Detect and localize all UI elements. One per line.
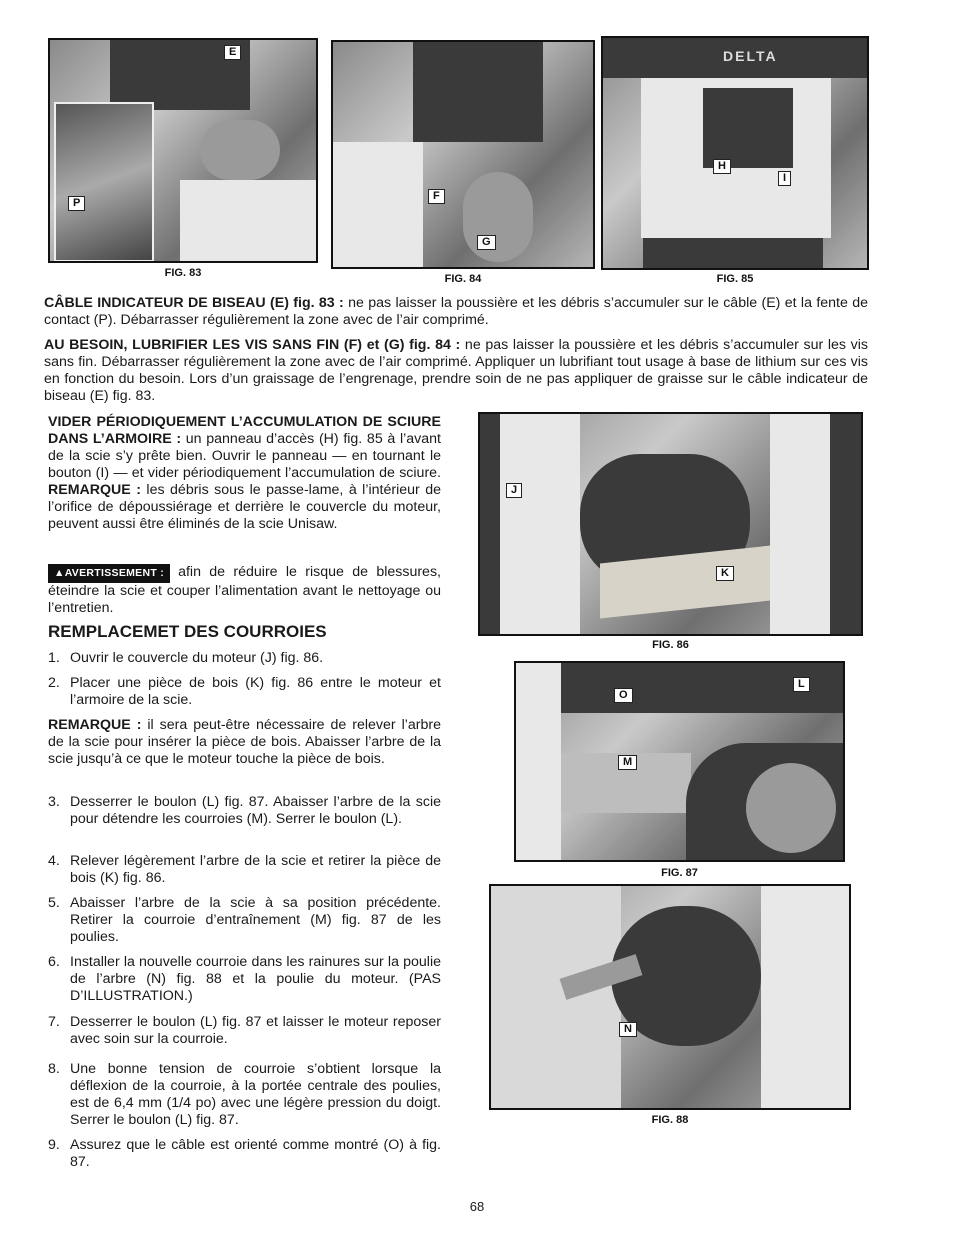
fig86-photo bbox=[478, 412, 863, 636]
step-7 bbox=[48, 1014, 441, 1048]
step-1 bbox=[48, 650, 441, 667]
step-text: Placer une pièce de bois (K) fig. 86 entre le moteur et l’armoire de la scie. bbox=[70, 675, 441, 708]
fig88-photo bbox=[489, 884, 851, 1110]
step-3 bbox=[48, 794, 441, 828]
delta-logo: DELTA bbox=[723, 48, 778, 64]
step-number: 6. bbox=[48, 954, 60, 970]
step-number: 1. bbox=[48, 650, 60, 666]
label-M: M bbox=[618, 755, 637, 770]
step-number: 2. bbox=[48, 675, 60, 691]
cabinet-text-2: les débris sous le passe-lame, à l’intérieur de l’orifice de dépoussiérage et derrière le couvercle du moteur, peuvent aussi être éliminés de la scie Unisaw. bbox=[48, 482, 441, 532]
fig84-caption: FIG. 84 bbox=[444, 273, 482, 285]
worm-gear-title: AU BESOIN, LUBRIFIER LES VIS SANS FIN (F) et (G) fig. 84 : bbox=[44, 337, 461, 353]
label-E: E bbox=[224, 45, 241, 60]
step-2 bbox=[48, 675, 441, 709]
fig87-caption: FIG. 87 bbox=[661, 867, 698, 879]
warning-badge: ▲AVERTISSEMENT : bbox=[48, 564, 170, 583]
step-text: Ouvrir le couvercle du moteur (J) fig. 86. bbox=[70, 650, 324, 666]
warning-paragraph bbox=[48, 564, 441, 617]
section-note bbox=[48, 717, 441, 768]
step-text: Assurez que le câble est orienté comme montré (O) à fig. 87. bbox=[70, 1137, 441, 1170]
step-5 bbox=[48, 895, 441, 946]
label-K: K bbox=[716, 566, 734, 581]
label-L: L bbox=[793, 677, 810, 692]
label-P: P bbox=[68, 196, 85, 211]
fig84-photo bbox=[331, 40, 595, 269]
step-number: 9. bbox=[48, 1137, 60, 1153]
fig86-caption: FIG. 86 bbox=[652, 639, 689, 651]
section-note-label: REMARQUE : bbox=[48, 717, 142, 733]
step-6 bbox=[48, 954, 441, 1005]
step-text: Desserrer le boulon (L) fig. 87. Abaisser l’arbre de la scie pour détendre les courroies (M). Serrer le boulon (L). bbox=[70, 794, 441, 827]
cabinet-note-label: REMARQUE : bbox=[48, 482, 141, 498]
step-text: Relever légèrement l’arbre de la scie et retirer la pièce de bois (K) fig. 86. bbox=[70, 853, 441, 886]
label-O: O bbox=[614, 688, 633, 703]
fig88-caption: FIG. 88 bbox=[651, 1114, 689, 1126]
worm-gear-text: ne pas laisser la poussière et les débris s’accumuler sur les vis sans fin. Débarrasser régulièrement la zone avec de l’air comprimé. Appliquer un lubrifiant tout usage à base de lithium sur ces vis en fonction du besoin. Lors d’un graissage de l’engrenage, prendre soin de ne pas appliquer de graisse sur le câble indicateur de biseau (E) fig. 83. bbox=[44, 337, 868, 404]
step-text: Une bonne tension de courroie s’obtient lorsque la déflexion de la courroie, à la portée centrale des poulies, est de 6,4 mm (1/4 po) avec une légère pression du doigt. Serrer le boulon (L) fig. 87. bbox=[70, 1061, 441, 1128]
step-number: 5. bbox=[48, 895, 60, 911]
section-title: REMPLACEMET DES COURROIES bbox=[48, 622, 327, 641]
step-text: Installer la nouvelle courroie dans les rainures sur la poulie de l’arbre (N) fig. 88 et la poulie du moteur. (PAS D’ILLUSTRATION.) bbox=[70, 954, 441, 1004]
step-number: 3. bbox=[48, 794, 60, 810]
step-text: Desserrer le boulon (L) fig. 87 et laisser le moteur reposer avec soin sur la courroie. bbox=[70, 1014, 441, 1047]
cabinet-paragraph bbox=[48, 414, 441, 533]
bevel-cable-text: ne pas laisser la poussière et les débris s’accumuler sur le câble (E) et la fente de contact (P). Débarrasser régulièrement la zone avec de l’air comprimé. bbox=[44, 295, 869, 328]
label-H: H bbox=[713, 159, 731, 174]
step-number: 7. bbox=[48, 1014, 60, 1030]
step-number: 8. bbox=[48, 1061, 60, 1077]
step-text: Abaisser l’arbre de la scie à sa position précédente. Retirer la courroie d’entraînement (M) fig. 87 de les poulies. bbox=[70, 895, 441, 945]
bevel-cable-title: CÂBLE INDICATEUR DE BISEAU (E) fig. 83 : bbox=[44, 295, 344, 311]
fig85-caption: FIG. 85 bbox=[716, 273, 754, 285]
step-9 bbox=[48, 1137, 441, 1171]
step-8 bbox=[48, 1061, 441, 1129]
warning-text: afin de réduire le risque de blessures, éteindre la scie et couper l’alimentation avant le nettoyage ou l’entretien. bbox=[48, 564, 441, 616]
label-F: F bbox=[428, 189, 445, 204]
fig83-caption: FIG. 83 bbox=[164, 267, 202, 279]
label-N: N bbox=[619, 1022, 637, 1037]
step-4 bbox=[48, 853, 441, 887]
cabinet-text-1: un panneau d’accès (H) fig. 85 à l’avant de la scie s’y prête bien. Ouvrir le panneau — en tournant le bouton (I) — et vider périodiquement l’accumulation de sciure. bbox=[48, 431, 441, 481]
bevel-cable-paragraph bbox=[44, 295, 868, 329]
fig83-inset bbox=[54, 102, 154, 262]
fig85-photo bbox=[601, 36, 869, 270]
fig87-photo bbox=[514, 661, 845, 862]
section-note-text: il sera peut-être nécessaire de relever l’arbre de la scie pour insérer la pièce de bois. Abaisser l’arbre de la scie jusqu’à ce que le moteur touche la pièce de bois. bbox=[48, 717, 441, 767]
step-number: 4. bbox=[48, 853, 60, 869]
cabinet-title: VIDER PÉRIODIQUEMENT L’ACCUMULATION DE SCIURE DANS L’ARMOIRE : bbox=[48, 414, 441, 447]
label-G: G bbox=[477, 235, 496, 250]
label-I: I bbox=[778, 171, 791, 186]
fig83-photo bbox=[48, 38, 318, 263]
page-number: 68 bbox=[469, 1199, 485, 1214]
label-J: J bbox=[506, 483, 522, 498]
worm-gear-paragraph bbox=[44, 337, 868, 405]
